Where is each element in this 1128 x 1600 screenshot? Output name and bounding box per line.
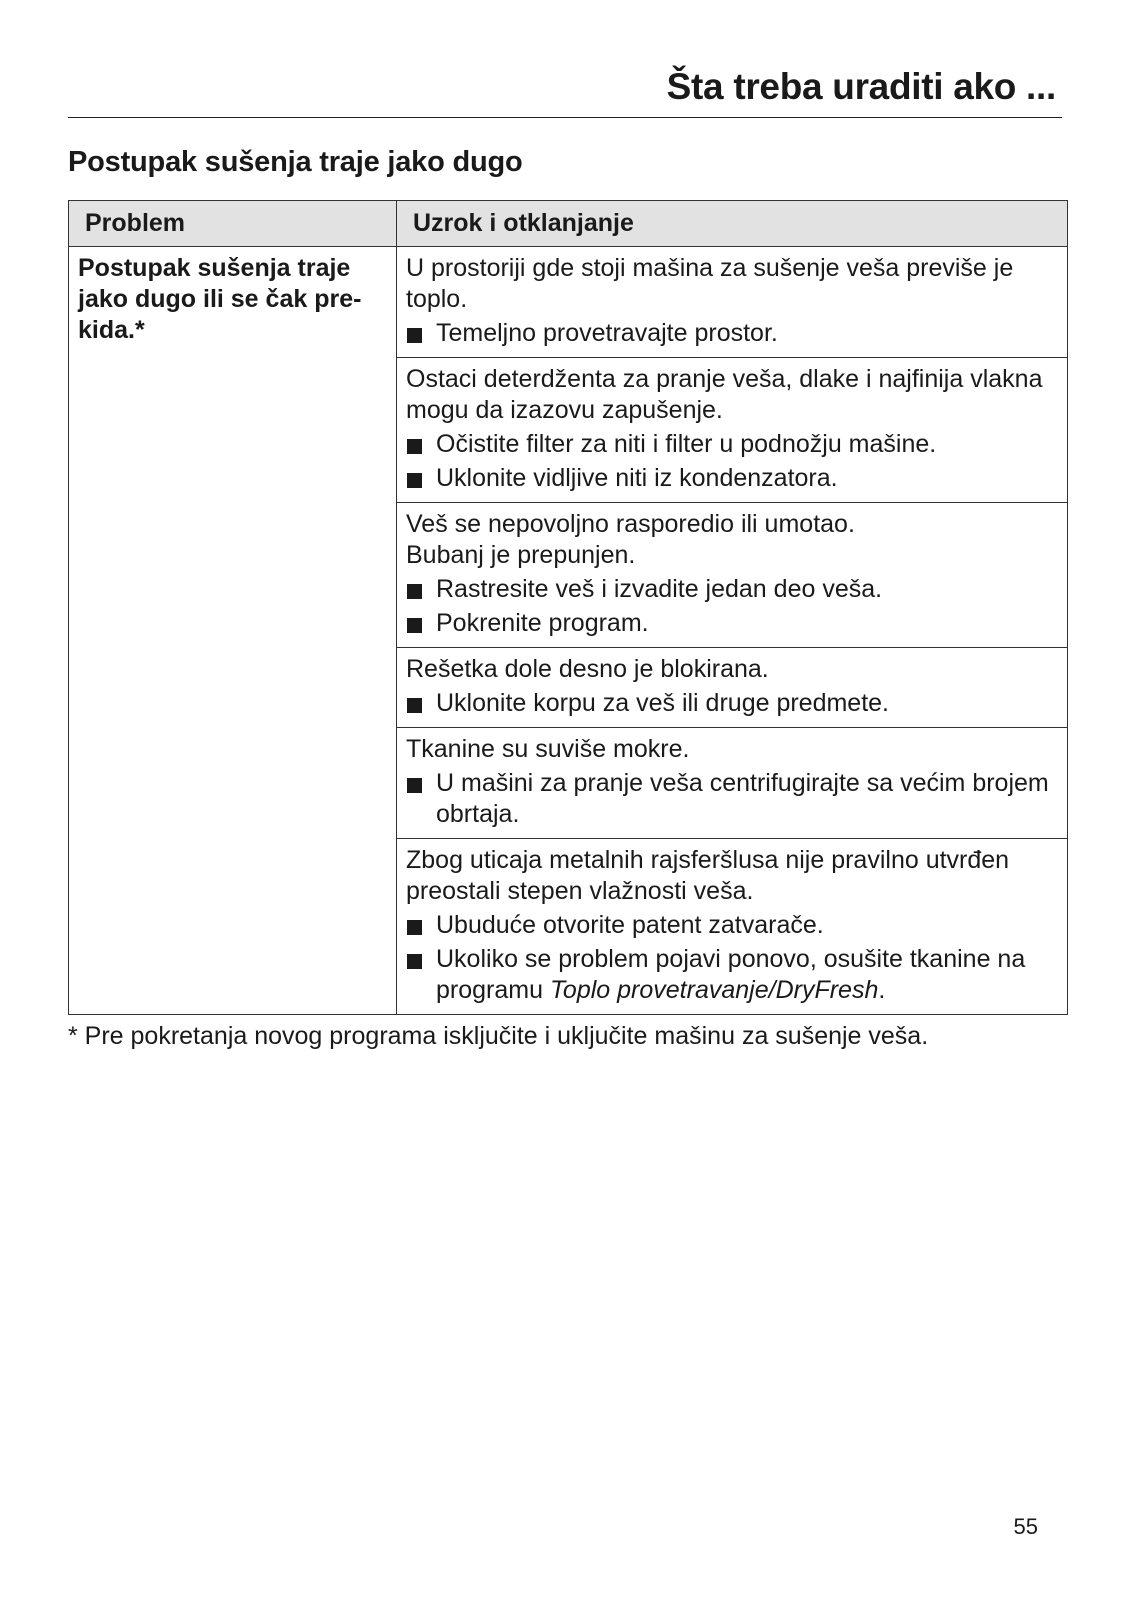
square-bullet-icon bbox=[407, 584, 422, 599]
action-item bbox=[406, 574, 1058, 605]
action-text: Očistite filter za niti i filter u podnožju mašine. bbox=[436, 430, 937, 458]
section-title: Postupak sušenja traje jako dugo bbox=[68, 146, 523, 178]
page-title: Šta treba uraditi ako ... bbox=[666, 66, 1056, 107]
action-item bbox=[406, 768, 1058, 830]
action-text: Temeljno provetravajte prostor. bbox=[436, 319, 778, 347]
cause-text: Tkanine su suviše mokre. bbox=[406, 735, 690, 763]
square-bullet-icon bbox=[407, 778, 422, 793]
page-number: 55 bbox=[1013, 1514, 1038, 1539]
action-text: Uklonite korpu za veš ili druge predmete. bbox=[436, 689, 890, 717]
cause-text: U prostoriji gde stoji mašina za sušenje veša previše je toplo. bbox=[406, 254, 1014, 313]
action-item bbox=[406, 429, 1058, 460]
program-name: Toplo provetravanje/DryFresh bbox=[549, 976, 879, 1004]
column-header-cause: Uzrok i otklanjanje bbox=[397, 201, 1068, 247]
square-bullet-icon bbox=[407, 920, 422, 935]
square-bullet-icon bbox=[407, 328, 422, 343]
square-bullet-icon bbox=[407, 439, 422, 454]
cause-text: Bubanj je prepunjen. bbox=[406, 541, 636, 569]
table-row bbox=[69, 247, 1068, 358]
action-text: U mašini za pranje veša centrifugirajte sa većim brojem obrtaja. bbox=[436, 769, 1049, 828]
action-text-suffix: . bbox=[878, 976, 886, 1004]
action-item bbox=[406, 463, 1058, 494]
square-bullet-icon bbox=[407, 618, 422, 633]
action-text: Pokrenite program. bbox=[436, 609, 649, 637]
column-header-problem: Problem bbox=[69, 201, 397, 247]
cause-cell bbox=[397, 648, 1068, 728]
action-item bbox=[406, 318, 1058, 349]
troubleshooting-table bbox=[68, 200, 1068, 1015]
cause-text: Rešetka dole desno je blokirana. bbox=[406, 655, 769, 683]
problem-cell: Postupak sušenja traje jako dugo ili se čak prekida.* bbox=[69, 247, 397, 1015]
square-bullet-icon bbox=[407, 954, 422, 969]
action-item bbox=[406, 944, 1058, 1006]
action-text: Uklonite vidljive niti iz kondenzatora. bbox=[436, 464, 838, 492]
action-item bbox=[406, 608, 1058, 639]
cause-text: Ostaci deterdženta za pranje veša, dlake i najfinija vlakna mogu da izazovu zapušenje. bbox=[406, 365, 1043, 424]
cause-cell bbox=[397, 839, 1068, 1015]
action-text: Ubuduće otvorite patent zatvarače. bbox=[436, 911, 824, 939]
square-bullet-icon bbox=[407, 473, 422, 488]
cause-text: Zbog uticaja metalnih rajsferšlusa nije pravilno utvrđen preostali stepen vlažnosti veša. bbox=[406, 846, 1010, 905]
square-bullet-icon bbox=[407, 698, 422, 713]
table-header-row bbox=[69, 201, 1068, 247]
cause-cell bbox=[397, 728, 1068, 839]
footnote: * Pre pokretanja novog programa isključite i uključite mašinu za sušenje veša. bbox=[68, 1022, 929, 1050]
action-item bbox=[406, 910, 1058, 941]
cause-text: Veš se nepovoljno rasporedio ili umotao. bbox=[406, 510, 855, 538]
cause-cell bbox=[397, 503, 1068, 648]
cause-cell bbox=[397, 358, 1068, 503]
page-header bbox=[68, 62, 1062, 118]
action-text-prefix: Ukoliko se problem pojavi ponovo, osušite tkanine na programu bbox=[436, 945, 1026, 1004]
action-text: Rastresite veš i izvadite jedan deo veša. bbox=[436, 575, 883, 603]
cause-cell bbox=[397, 247, 1068, 358]
action-item bbox=[406, 688, 1058, 719]
